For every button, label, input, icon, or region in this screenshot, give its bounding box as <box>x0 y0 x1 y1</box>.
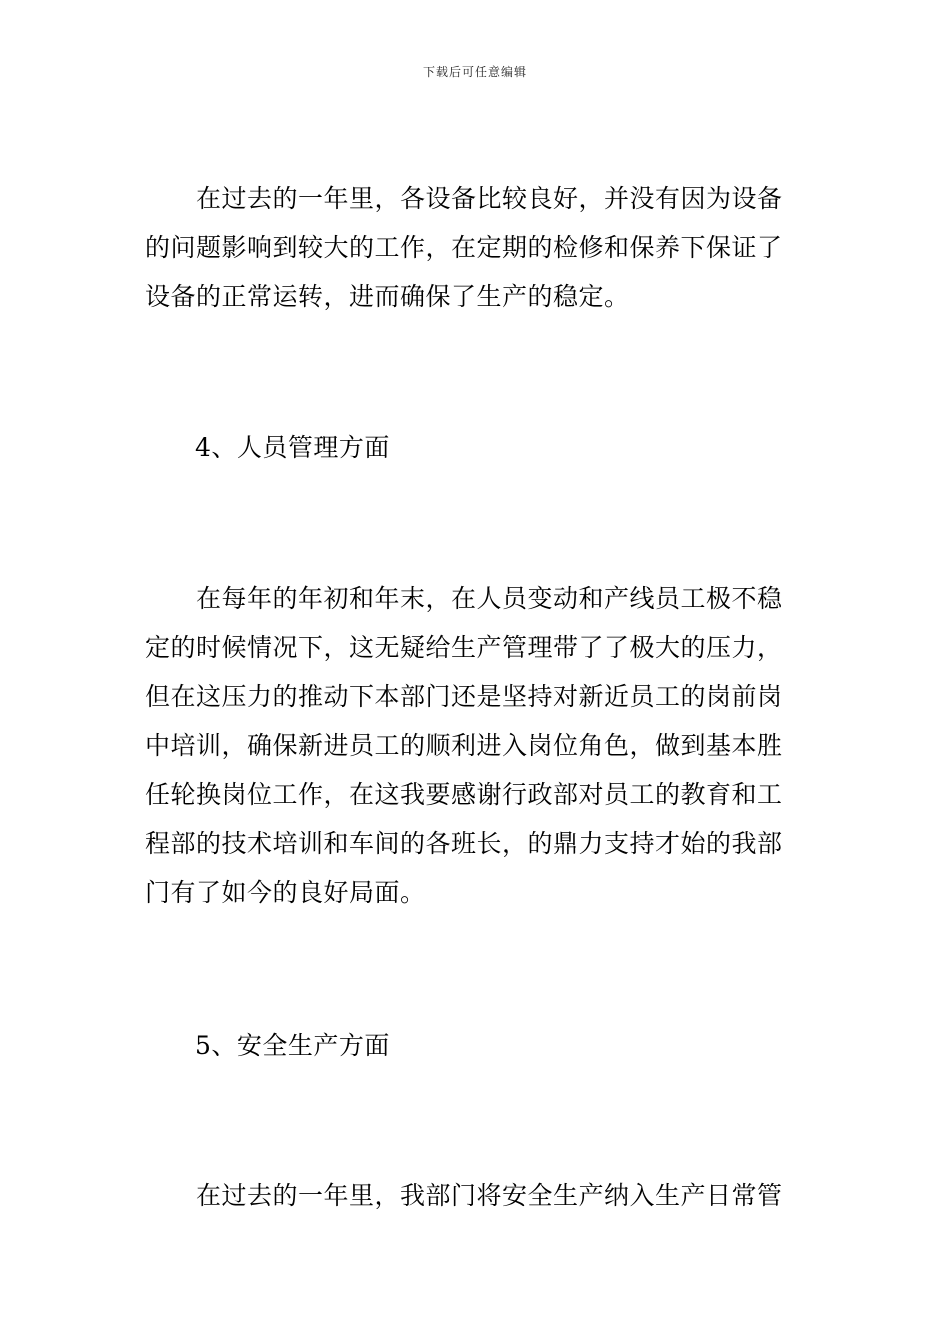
paragraph-equipment <box>145 174 811 321</box>
paragraph-line: 在过去的一年里，各设备比较良好，并没有因为设备 <box>196 184 783 213</box>
paragraph-safety <box>145 1171 811 1220</box>
paragraph-line: 的问题影响到较大的工作，在定期的检修和保养下保证了 <box>145 233 783 262</box>
paragraph-line: 程部的技术培训和车间的各班长，的鼎力支持才始的我部 <box>145 829 783 858</box>
paragraph-line: 设备的正常运转，进而确保了生产的稳定。 <box>145 282 630 311</box>
section-heading-personnel: 4、人员管理方面 <box>195 433 390 462</box>
paragraph-line: 中培训，确保新进员工的顺利进入岗位角色，做到基本胜 <box>145 731 783 760</box>
paragraph-line: 任轮换岗位工作，在这我要感谢行政部对员工的教育和工 <box>145 780 783 809</box>
paragraph-line: 门有了如今的良好局面。 <box>145 878 426 907</box>
paragraph-personnel <box>145 574 811 917</box>
paragraph-line: 在每年的年初和年末，在人员变动和产线员工极不稳 <box>196 584 783 613</box>
paragraph-line: 在过去的一年里，我部门将安全生产纳入生产日常管 <box>196 1181 783 1210</box>
paragraph-line: 定的时候情况下，这无疑给生产管理带了了极大的压力， <box>145 633 783 662</box>
section-heading-safety: 5、安全生产方面 <box>195 1031 390 1060</box>
page-header: 下载后可任意编辑 <box>422 65 527 79</box>
paragraph-line: 但在这压力的推动下本部门还是坚持对新近员工的岗前岗 <box>145 682 783 711</box>
